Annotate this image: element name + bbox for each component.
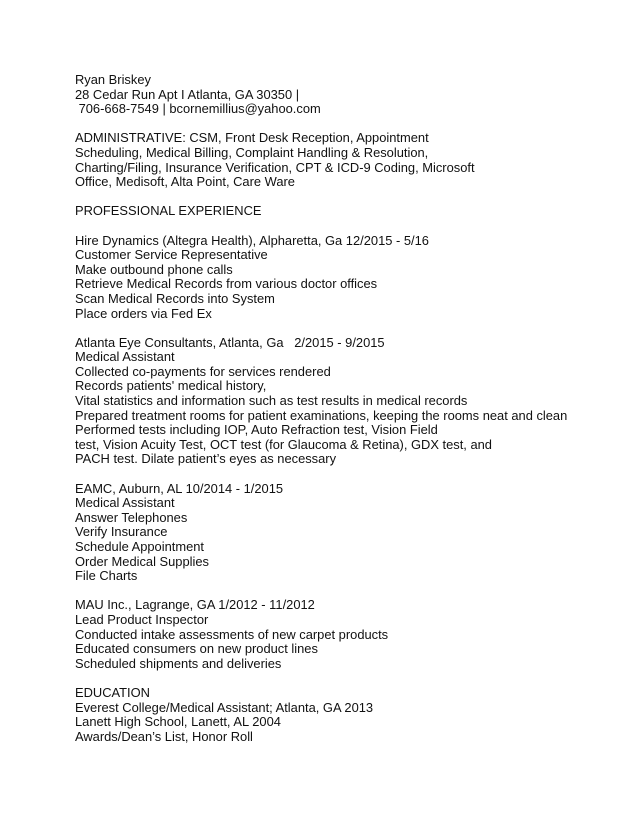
job-duty: Collected co-payments for services rendered: [75, 363, 331, 379]
job-duty: test, Vision Acuity Test, OCT test (for Glaucoma & Retina), GDX test, and: [75, 436, 492, 452]
contact-address: 28 Cedar Run Apt I Atlanta, GA 30350 |: [75, 86, 300, 102]
job-entry-hire-dynamics: [75, 234, 630, 322]
job-duty: Verify Insurance: [75, 524, 168, 540]
job-entry-atlanta-eye: [75, 336, 630, 467]
job-title: Medical Assistant: [75, 495, 175, 511]
job-duty: Performed tests including IOP, Auto Refraction test, Vision Field: [75, 422, 438, 438]
education-line: Lanett High School, Lanett, AL 2004: [75, 714, 281, 730]
job-duty: Prepared treatment rooms for patient examinations, keeping the rooms neat and clean: [75, 407, 568, 423]
job-duty: Vital statistics and information such as test results in medical records: [75, 393, 468, 409]
education-block: [75, 686, 630, 744]
skills-line: Scheduling, Medical Billing, Complaint Handling & Resolution,: [75, 144, 429, 160]
skills-block: [75, 131, 630, 189]
job-duty: Conducted intake assessments of new carpet products: [75, 626, 389, 642]
contact-block: [75, 73, 630, 117]
skills-line: Charting/Filing, Insurance Verification, CPT & ICD-9 Coding, Microsoft: [75, 159, 475, 175]
education-line: Awards/Dean’s List, Honor Roll: [75, 728, 253, 744]
job-duty: Educated consumers on new product lines: [75, 641, 318, 657]
job-title: Medical Assistant: [75, 349, 175, 365]
job-duty: Order Medical Supplies: [75, 553, 209, 569]
contact-phone-email: 706-668-7549 | bcornemillius@yahoo.com: [75, 101, 321, 117]
job-title: Customer Service Representative: [75, 247, 268, 263]
education-line: Everest College/Medical Assistant; Atlanta, GA 2013: [75, 699, 374, 715]
skills-line: Office, Medisoft, Alta Point, Care Ware: [75, 174, 295, 190]
job-duty: Retrieve Medical Records from various doctor offices: [75, 276, 378, 292]
job-header: EAMC, Auburn, AL 10/2014 - 1/2015: [75, 480, 284, 496]
job-duty: File Charts: [75, 568, 138, 584]
education-heading: EDUCATION: [75, 684, 150, 700]
job-duty: Make outbound phone calls: [75, 261, 233, 277]
job-duty: Answer Telephones: [75, 509, 188, 525]
job-duty: Place orders via Fed Ex: [75, 305, 212, 321]
experience-heading: PROFESSIONAL EXPERIENCE: [75, 203, 262, 219]
job-title: Lead Product Inspector: [75, 611, 209, 627]
job-entry-eamc: [75, 482, 630, 584]
experience-heading-block: [75, 204, 630, 219]
job-duty: Records patients' medical history,: [75, 378, 267, 394]
job-duty: PACH test. Dilate patient’s eyes as necessary: [75, 451, 337, 467]
resume-document: [75, 73, 630, 744]
job-header: Atlanta Eye Consultants, Atlanta, Ga 2/2015 - 9/2015: [75, 334, 385, 350]
skills-line: ADMINISTRATIVE: CSM, Front Desk Reception, Appointment: [75, 130, 429, 146]
contact-name: Ryan Briskey: [75, 72, 151, 87]
job-duty: Scheduled shipments and deliveries: [75, 655, 282, 671]
job-entry-mau: [75, 598, 630, 671]
job-header: Hire Dynamics (Altegra Health), Alpharetta, Ga 12/2015 - 5/16: [75, 232, 429, 248]
job-duty: Schedule Appointment: [75, 539, 205, 554]
job-duty: Scan Medical Records into System: [75, 290, 275, 306]
job-header: MAU Inc., Lagrange, GA 1/2012 - 11/2012: [75, 597, 315, 613]
